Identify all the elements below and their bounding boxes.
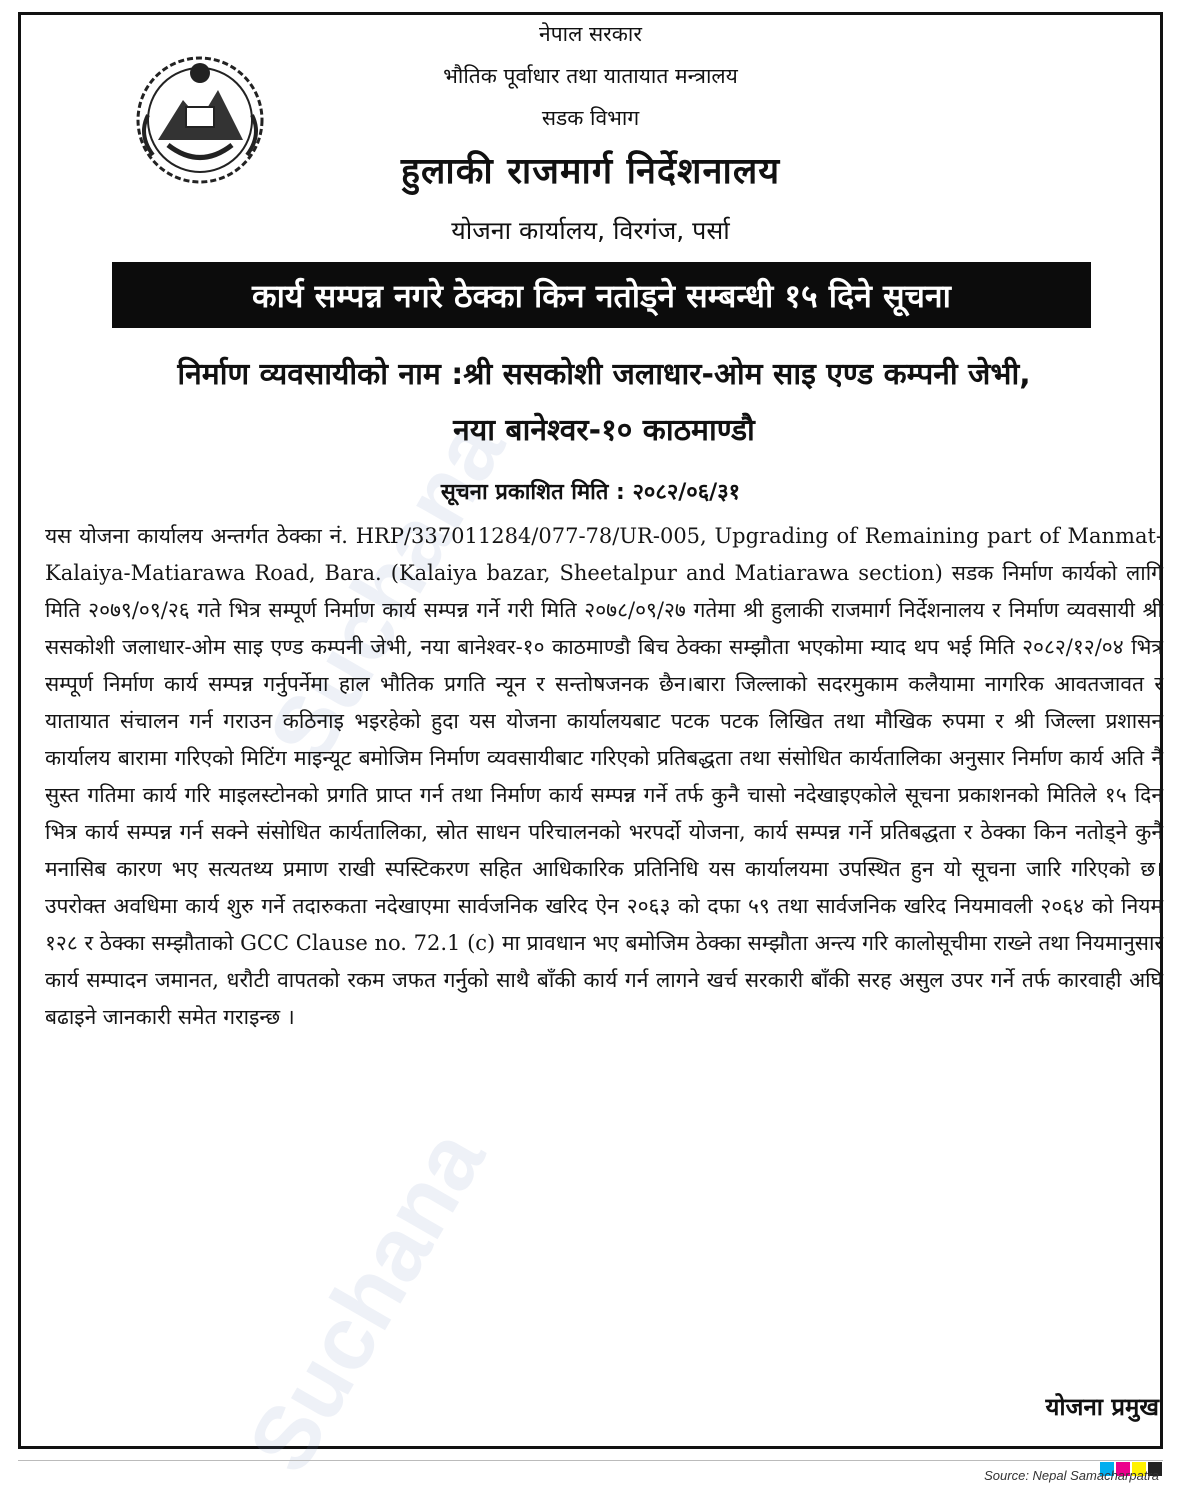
published-date: सूचना प्रकाशित मिति : २०८२/०६/३१: [440, 480, 741, 505]
government-name: नेपाल सरकार: [539, 22, 642, 46]
signoff: योजना प्रमुख: [1045, 1393, 1159, 1421]
source-credit: Source: Nepal Samacharpatra: [984, 1468, 1159, 1483]
notice-body: [45, 518, 1163, 1036]
watermark-text: Suchana: [230, 1113, 505, 1489]
notice-title-text: कार्य सम्पन्न नगरे ठेक्का किन नतोड्ने सम्बन्धी १५ दिने सूचना: [252, 276, 951, 315]
department-name: सडक विभाग: [541, 106, 640, 130]
contractor-name-line1: निर्माण व्यवसायीको नाम :श्री ससकोशी जलाधार-ओम साइ एण्ड कम्पनी जेभी,: [177, 357, 1031, 392]
divider: [18, 1460, 1163, 1461]
notice-body-paragraph: यस योजना कार्यालय अन्तर्गत ठेक्का नं. HRP/337011284/077-78/UR-005, Upgrading of Remaining part of Manmat-Kalaiya-Matiarawa Road, Bara. (Kalaiya bazar, Sheetalpur and Matiarawa section) सडक निर्माण कार्यको लागि मिति २०७९/०९/२६ गते भित्र सम्पूर्ण निर्माण कार्य सम्पन्न गर्ने गरी मिति २०७८/०९/२७ गतेमा श्री हुलाकी राजमार्ग निर्देशनालय र निर्माण व्यवसायी श्री ससकोशी जलाधार-ओम साइ एण्ड कम्पनी जेभी, नया बानेश्वर-१० काठमाण्डौ बिच ठेक्का सम्झौता भएकोमा म्याद थप भई मिति २०८२/१२/०४ भित्र सम्पूर्ण निर्माण कार्य सम्पन्न गर्नुपर्नेमा हाल भौतिक प्रगति न्यून र सन्तोषजनक छैन।बारा जिल्लाको सदरमुकाम कलैयामा नागरिक आवतजावत र यातायात संचालन गर्न गराउन कठिनाइ भइरहेको हुदा यस योजना कार्यालयबाट पटक पटक लिखित तथा मौखिक रुपमा र श्री जिल्ला प्रशासन कार्यालय बारामा गरिएको मिटिंग माइन्यूट बमोजिम निर्माण व्यवसायीबाट गरिएको प्रतिबद्धता तथा संसोधित कार्यतालिका अनुसार निर्माण कार्य अति नै सुस्त गतिमा कार्य गरि माइलस्टोनको प्रगति प्राप्त गर्न तथा निर्माण कार्य सम्पन्न गर्ने तर्फ कुनै चासो नदेखाइएकोले सूचना प्रकाशनको मितिले १५ दिन भित्र कार्य सम्पन्न गर्न सक्ने संसोधित कार्यतालिका, स्रोत साधन परिचालनको भरपर्दो योजना, कार्य सम्पन्न गर्ने प्रतिबद्धता र ठेक्का किन नतोड्ने कुनै मनासिब कारण भए सत्यतथ्य प्रमाण राखी स्पस्टिकरण सहित आधिकारिक प्रतिनिधि यस कार्यालयमा उपस्थित हुन यो सूचना जारि गरिएको छ। उपरोक्त अवधिमा कार्य शुरु गर्ने तदारुकता नदेखाएमा सार्वजनिक खरिद ऐन २०६३ को दफा ५९ तथा सार्वजनिक खरिद नियमावली २०६४ को नियम १२८ र ठेक्का सम्झौताको GCC Clause no. 72.1 (c) मा प्रावधान भए बमोजिम ठेक्का सम्झौता अन्त्य गरि कालोसूचीमा राख्ने तथा नियमानुसार कार्य सम्पादन जमानत, धरौटी वापतको रकम जफत गर्नुको साथै बाँकी कार्य गर्न लागने खर्च सरकारी बाँकी सरह असुल उपर गर्ने तर्फ कारवाही अघि बढाइने जानकारी समेत गराइन्छ ।: [45, 524, 1163, 1029]
notice-title: [112, 262, 1091, 328]
ministry-name: भौतिक पूर्वाधार तथा यातायात मन्त्रालय: [443, 64, 738, 88]
watermark-text: Suchana: [250, 403, 525, 779]
contractor-name-line2: नया बानेश्वर-१० काठमाण्डौ: [453, 413, 755, 448]
office-name: योजना कार्यालय, विरगंज, पर्सा: [451, 216, 730, 245]
directorate-name: हुलाकी राजमार्ग निर्देशनालय: [400, 151, 781, 192]
